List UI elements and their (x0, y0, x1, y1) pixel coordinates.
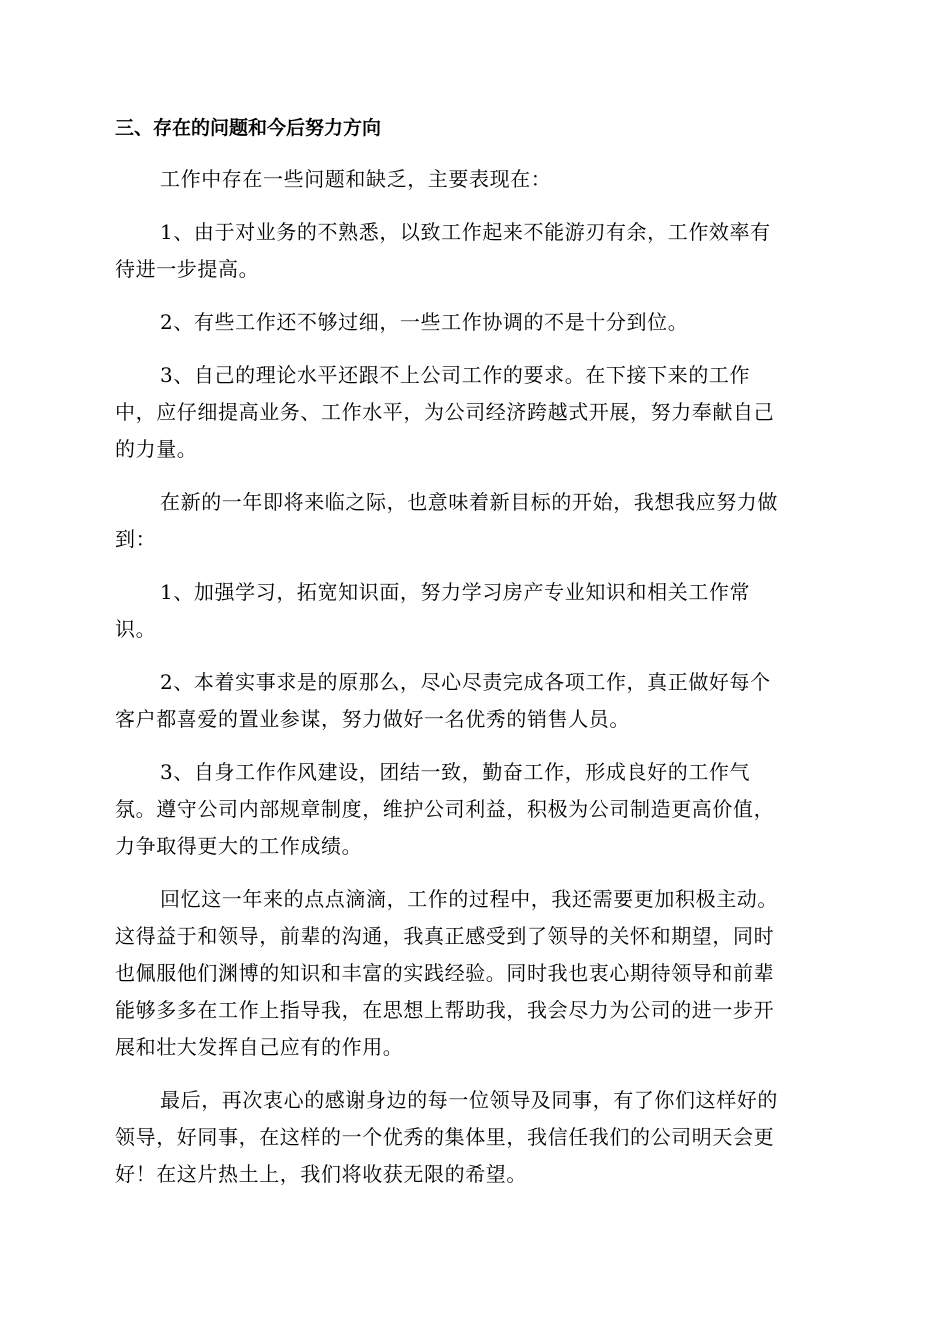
paragraph-line: 力争取得更大的工作成绩。 (115, 834, 363, 858)
paragraph-line: 工作中存在一些问题和缺乏，主要表现在： (160, 167, 552, 191)
paragraph-line: 到： (115, 527, 157, 551)
paragraph-line: 最后，再次衷心的感谢身边的每一位领导及同事，有了你们这样好的 (160, 1088, 778, 1112)
paragraph (115, 161, 835, 198)
paragraph-line: 1、加强学习，拓宽知识面，努力学习房产专业知识和相关工作常 (160, 580, 751, 604)
paragraph (115, 574, 835, 648)
paragraph-line: 客户都喜爱的置业参谋，努力做好一名优秀的销售人员。 (115, 707, 630, 731)
document-body (115, 161, 835, 1193)
paragraph-line: 3、自己的理论水平还跟不上公司工作的要求。在下接下来的工作 (160, 363, 751, 387)
paragraph-line: 识。 (115, 617, 157, 641)
paragraph-line: 好！在这片热土上，我们将收获无限的希望。 (115, 1162, 527, 1186)
paragraph (115, 664, 835, 738)
paragraph (115, 881, 835, 1066)
paragraph-line: 中，应仔细提高业务、工作水平，为公司经济跨越式开展，努力奉献自己 (115, 400, 775, 424)
paragraph (115, 1082, 835, 1193)
paragraph (115, 484, 835, 558)
document-page (115, 110, 835, 1209)
paragraph-line: 回忆这一年来的点点滴滴，工作的过程中，我还需要更加积极主动。 (160, 887, 778, 911)
paragraph-line: 能够多多在工作上指导我，在思想上帮助我，我会尽力为公司的进一步开 (115, 998, 775, 1022)
paragraph-line: 2、本着实事求是的原那么，尽心尽责完成各项工作，真正做好每个 (160, 670, 771, 694)
paragraph (115, 754, 835, 865)
paragraph (115, 357, 835, 468)
paragraph-line: 氛。遵守公司内部规章制度，维护公司利益，积极为公司制造更高价值， (115, 797, 775, 821)
paragraph-line: 3、自身工作作风建设，团结一致，勤奋工作，形成良好的工作气 (160, 760, 751, 784)
paragraph-line: 展和壮大发挥自己应有的作用。 (115, 1035, 404, 1059)
paragraph-line: 2、有些工作还不够过细，一些工作协调的不是十分到位。 (160, 310, 689, 334)
paragraph-line: 这得益于和领导，前辈的沟通，我真正感受到了领导的关怀和期望，同时 (115, 924, 775, 948)
paragraph-line: 待进一步提高。 (115, 257, 260, 281)
paragraph (115, 214, 835, 288)
paragraph-line: 也佩服他们渊博的知识和丰富的实践经验。同时我也衷心期待领导和前辈 (115, 961, 775, 985)
paragraph-line: 的力量。 (115, 437, 198, 461)
section-heading: 三、存在的问题和今后努力方向 (115, 117, 382, 139)
paragraph-line: 1、由于对业务的不熟悉，以致工作起来不能游刃有余，工作效率有 (160, 220, 771, 244)
paragraph-line: 在新的一年即将来临之际，也意味着新目标的开始，我想我应努力做 (160, 490, 778, 514)
paragraph (115, 304, 835, 341)
paragraph-line: 领导，好同事，在这样的一个优秀的集体里，我信任我们的公司明天会更 (115, 1125, 775, 1149)
